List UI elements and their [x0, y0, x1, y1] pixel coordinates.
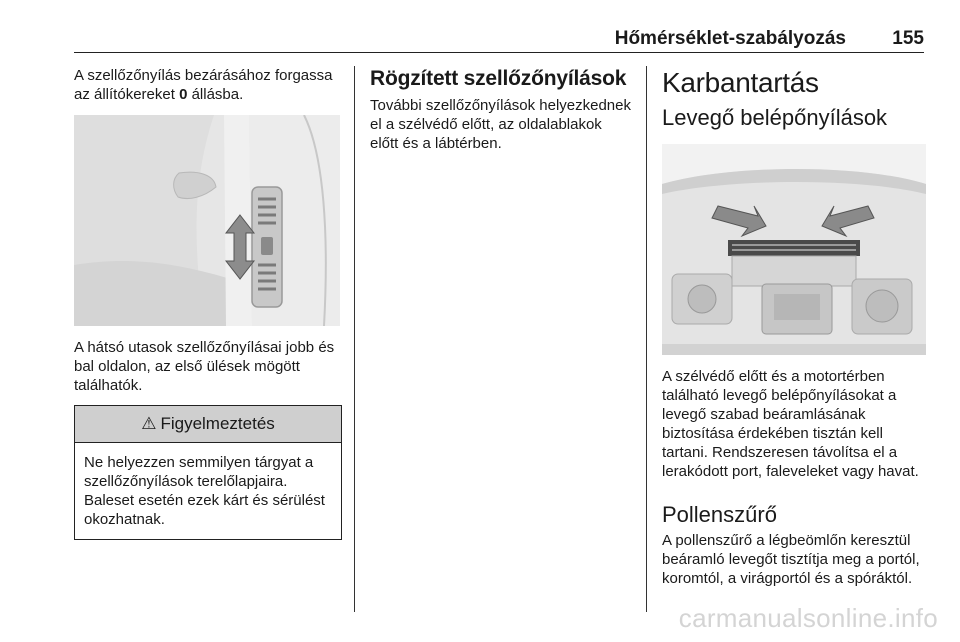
page-header: [74, 28, 924, 53]
fixed-vents-paragraph: További szellőzőnyílások helyezkednek el a szélvédő előtt, az oldalablakok előtt és a lábtérben.: [370, 97, 631, 152]
air-inlets-paragraph: A szélvédő előtt és a motortérben található levegő belépőnyílásokat a levegő szabad beáramlásának biztosítása érdekében tisztán kell tartani. Rendszeresen távolítsa el a lerakódott port, faleveleket vagy havat.: [662, 368, 919, 480]
rear-vent-illustration: [74, 115, 340, 326]
pollen-filter-paragraph: A pollenszűrő a légbeömlőn keresztül beáramló levegőt tisztítja meg a portól, koromtól, a virágportól és a spóráktól.: [662, 532, 920, 587]
column-divider: [646, 66, 647, 612]
pollen-filter-heading: Pollenszűrő: [662, 502, 777, 527]
fixed-vents-heading: Rögzített szellőzőnyílások: [370, 67, 627, 90]
warning-box: [74, 405, 342, 540]
page-title: Hőmérséklet-szabályozás: [614, 28, 846, 49]
engine-bay-illustration: [662, 144, 926, 355]
page-number: 155: [892, 28, 924, 49]
rear-vents-paragraph: A hátsó utasok szellőzőnyílásai jobb és bal oldalon, az első ülések mögött találhatók.: [74, 339, 335, 394]
chapter-heading: Karbantartás: [662, 67, 819, 98]
watermark: carmanualsonline.info: [678, 603, 938, 633]
vent-close-paragraph: A szellőzőnyílás bezárásához forgassa az állítókereket 0 állásba.: [74, 67, 333, 103]
column-right: [662, 66, 930, 588]
warning-text: Ne helyezzen semmilyen tárgyat a szellőzőnyílások terelőlapjaira. Baleset esetén ezek kárt és sérülést okozhatnak.: [84, 454, 325, 528]
warning-title: Figyelmeztetés: [160, 414, 275, 433]
column-divider: [354, 66, 355, 612]
position-zero: 0: [179, 86, 188, 103]
warning-header: [75, 406, 341, 443]
air-inlets-heading: Levegő belépőnyílások: [662, 105, 888, 130]
warning-triangle-icon: ⚠: [141, 414, 157, 433]
column-middle: [370, 66, 632, 153]
column-left: [74, 66, 342, 540]
